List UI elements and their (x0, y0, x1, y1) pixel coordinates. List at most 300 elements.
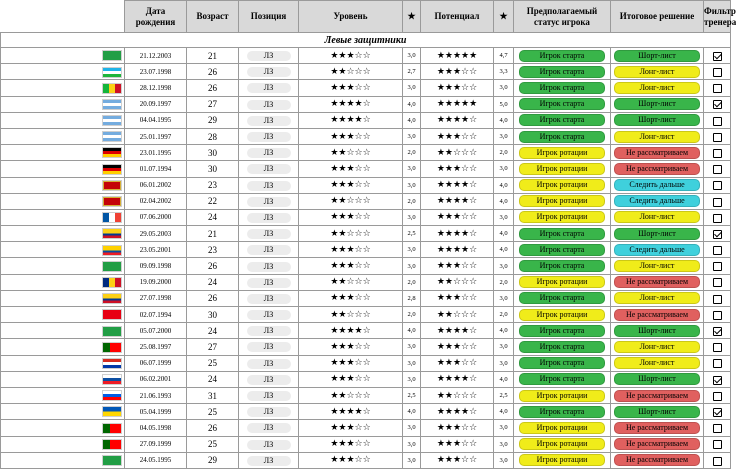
coach-filter-checkbox[interactable] (713, 133, 722, 142)
status-badge[interactable]: Игрок старта (519, 373, 605, 385)
position-cell[interactable] (239, 64, 299, 80)
position-pill[interactable]: ЛЗ (247, 423, 291, 433)
birth-date: 23.07.1998 (125, 64, 187, 80)
coach-filter-checkbox[interactable] (713, 343, 722, 352)
coach-filter-cell[interactable] (704, 145, 731, 161)
decision-badge[interactable]: Лонг-лист (614, 66, 700, 78)
position-cell[interactable] (239, 258, 299, 274)
coach-filter-cell[interactable] (704, 96, 731, 112)
decision-badge[interactable]: Следить дальше (614, 179, 700, 191)
status-cell[interactable] (514, 339, 611, 355)
status-cell[interactable] (514, 307, 611, 323)
position-pill[interactable]: ЛЗ (247, 164, 291, 174)
status-badge[interactable]: Игрок старта (519, 244, 605, 256)
position-cell[interactable] (239, 226, 299, 242)
decision-cell[interactable] (611, 436, 704, 452)
status-badge[interactable]: Игрок ротации (519, 390, 605, 402)
coach-filter-checkbox[interactable] (713, 278, 722, 287)
level-score: 3,0 (403, 177, 421, 193)
table-row[interactable] (1, 452, 731, 468)
status-badge[interactable]: Игрок старта (519, 325, 605, 337)
potential-stars: ★★★☆☆ (421, 436, 494, 452)
position-cell[interactable] (239, 387, 299, 403)
birth-date: 25.01.1997 (125, 128, 187, 144)
tunisia-flag-icon (102, 309, 122, 320)
birth-date: 25.08.1997 (125, 339, 187, 355)
position-pill[interactable]: ЛЗ (247, 51, 291, 61)
position-pill[interactable]: ЛЗ (247, 181, 291, 191)
coach-filter-checkbox[interactable] (713, 117, 722, 126)
status-badge[interactable]: Игрок старта (519, 82, 605, 94)
decision-badge[interactable]: Не рассматриваем (614, 147, 700, 159)
level-stars: ★★★★☆ (299, 323, 403, 339)
status-badge[interactable]: Игрок старта (519, 260, 605, 272)
level-header[interactable]: Уровень (299, 1, 403, 33)
coach-filter-cell[interactable] (704, 258, 731, 274)
position-cell[interactable] (239, 436, 299, 452)
coach-filter-cell[interactable] (704, 80, 731, 96)
coach-filter-header[interactable]: Фильтр тренера (704, 1, 731, 33)
coach-filter-cell[interactable] (704, 209, 731, 225)
decision-cell[interactable] (611, 274, 704, 290)
coach-filter-cell[interactable] (704, 64, 731, 80)
status-cell[interactable] (514, 290, 611, 306)
coach-filter-checkbox[interactable] (713, 440, 722, 449)
decision-cell[interactable] (611, 371, 704, 387)
status-badge[interactable]: Игрок старта (519, 131, 605, 143)
status-cell[interactable] (514, 387, 611, 403)
position-cell[interactable] (239, 242, 299, 258)
position-pill[interactable]: ЛЗ (247, 456, 291, 466)
position-cell[interactable] (239, 323, 299, 339)
position-pill[interactable]: ЛЗ (247, 294, 291, 304)
flag-cell (1, 96, 125, 112)
level-score: 3,0 (403, 436, 421, 452)
decision-badge[interactable]: Лонг-лист (614, 357, 700, 369)
birth-date: 20.09.1997 (125, 96, 187, 112)
table-row[interactable] (1, 323, 731, 339)
coach-filter-cell[interactable] (704, 307, 731, 323)
flag-cell (1, 323, 125, 339)
decision-badge[interactable]: Шорт-лист (614, 325, 700, 337)
age: 24 (187, 323, 239, 339)
germany-flag-icon (102, 147, 122, 158)
status-cell[interactable] (514, 323, 611, 339)
decision-cell[interactable] (611, 128, 704, 144)
position-pill[interactable]: ЛЗ (247, 407, 291, 417)
position-cell[interactable] (239, 193, 299, 209)
decision-badge[interactable]: Шорт-лист (614, 98, 700, 110)
age: 29 (187, 452, 239, 468)
birth-date: 24.05.1995 (125, 452, 187, 468)
position-pill[interactable]: ЛЗ (247, 310, 291, 320)
coach-filter-checkbox[interactable] (713, 359, 722, 368)
age: 28 (187, 128, 239, 144)
table-row[interactable] (1, 80, 731, 96)
decision-cell[interactable] (611, 177, 704, 193)
status-badge[interactable]: Игрок старта (519, 66, 605, 78)
status-cell[interactable] (514, 112, 611, 128)
coach-filter-cell[interactable] (704, 355, 731, 371)
flag-cell (1, 436, 125, 452)
decision-cell[interactable] (611, 404, 704, 420)
flag-cell (1, 226, 125, 242)
status-cell[interactable] (514, 96, 611, 112)
position-pill[interactable]: ЛЗ (247, 359, 291, 369)
coach-filter-checkbox[interactable] (713, 84, 722, 93)
status-badge[interactable]: Игрок старта (519, 50, 605, 62)
potential-stars: ★★★☆☆ (421, 128, 494, 144)
status-badge[interactable]: Игрок ротации (519, 195, 605, 207)
decision-cell[interactable] (611, 339, 704, 355)
coach-filter-cell[interactable] (704, 371, 731, 387)
decision-badge[interactable]: Не рассматриваем (614, 309, 700, 321)
level-score: 3,0 (403, 420, 421, 436)
coach-filter-cell[interactable] (704, 339, 731, 355)
decision-cell[interactable] (611, 64, 704, 80)
decision-cell[interactable] (611, 112, 704, 128)
coach-filter-checkbox[interactable] (713, 68, 722, 77)
status-cell[interactable] (514, 452, 611, 468)
status-badge[interactable]: Игрок старта (519, 357, 605, 369)
brazil-flag-icon (102, 261, 122, 272)
coach-filter-checkbox[interactable] (713, 246, 722, 255)
level-score: 3,0 (403, 209, 421, 225)
position-pill[interactable]: ЛЗ (247, 67, 291, 77)
table-row[interactable] (1, 420, 731, 436)
position-cell[interactable] (239, 209, 299, 225)
table-row[interactable] (1, 371, 731, 387)
potential-score-header[interactable]: ★ (494, 1, 514, 33)
potential-score: 3,0 (494, 420, 514, 436)
potential-stars: ★★★★☆ (421, 112, 494, 128)
decision-cell[interactable] (611, 387, 704, 403)
coach-filter-cell[interactable] (704, 242, 731, 258)
decision-badge[interactable]: Лонг-лист (614, 260, 700, 272)
decision-cell[interactable] (611, 226, 704, 242)
potential-header[interactable]: Потенциал (421, 1, 494, 33)
decision-badge[interactable]: Шорт-лист (614, 406, 700, 418)
status-cell[interactable] (514, 80, 611, 96)
status-cell[interactable] (514, 420, 611, 436)
decision-cell[interactable] (611, 242, 704, 258)
coach-filter-cell[interactable] (704, 48, 731, 64)
expected-status-header[interactable]: Предполагаемый статус игрока (514, 1, 611, 33)
decision-cell[interactable] (611, 420, 704, 436)
status-badge[interactable]: Игрок ротации (519, 422, 605, 434)
status-cell[interactable] (514, 48, 611, 64)
coach-filter-checkbox[interactable] (713, 295, 722, 304)
position-cell[interactable] (239, 96, 299, 112)
potential-score: 3,0 (494, 452, 514, 468)
coach-filter-cell[interactable] (704, 128, 731, 144)
coach-filter-checkbox[interactable] (713, 214, 722, 223)
decision-badge[interactable]: Шорт-лист (614, 50, 700, 62)
coach-filter-cell[interactable] (704, 226, 731, 242)
status-cell[interactable] (514, 274, 611, 290)
status-cell[interactable] (514, 226, 611, 242)
position-cell[interactable] (239, 339, 299, 355)
decision-cell[interactable] (611, 80, 704, 96)
coach-filter-cell[interactable] (704, 274, 731, 290)
section-title: Левые защитники (1, 33, 731, 48)
flag-cell (1, 209, 125, 225)
birth-date-header[interactable]: Дата рождения (125, 1, 187, 33)
decision-cell[interactable] (611, 161, 704, 177)
coach-filter-cell[interactable] (704, 436, 731, 452)
decision-badge[interactable]: Не рассматриваем (614, 422, 700, 434)
position-pill[interactable]: ЛЗ (247, 245, 291, 255)
potential-stars: ★★★☆☆ (421, 80, 494, 96)
table-row[interactable] (1, 112, 731, 128)
level-stars: ★★★☆☆ (299, 177, 403, 193)
table-row[interactable] (1, 339, 731, 355)
romania-flag-icon (102, 277, 122, 288)
status-cell[interactable] (514, 128, 611, 144)
position-pill[interactable]: ЛЗ (247, 375, 291, 385)
position-cell[interactable] (239, 355, 299, 371)
birth-date: 06.02.2001 (125, 371, 187, 387)
table-row[interactable] (1, 193, 731, 209)
position-cell[interactable] (239, 371, 299, 387)
coach-filter-checkbox[interactable] (713, 327, 722, 336)
position-cell[interactable] (239, 161, 299, 177)
status-badge[interactable]: Игрок ротации (519, 309, 605, 321)
coach-filter-checkbox[interactable] (713, 52, 722, 61)
flag-cell (1, 112, 125, 128)
status-badge[interactable]: Игрок ротации (519, 276, 605, 288)
decision-cell[interactable] (611, 323, 704, 339)
table-row[interactable] (1, 226, 731, 242)
coach-filter-cell[interactable] (704, 193, 731, 209)
coach-filter-cell[interactable] (704, 323, 731, 339)
decision-badge[interactable]: Лонг-лист (614, 292, 700, 304)
table-row[interactable] (1, 307, 731, 323)
status-badge[interactable]: Игрок старта (519, 292, 605, 304)
coach-filter-checkbox[interactable] (713, 149, 722, 158)
table-row[interactable] (1, 258, 731, 274)
level-stars: ★★★☆☆ (299, 355, 403, 371)
decision-badge[interactable]: Лонг-лист (614, 131, 700, 143)
portugal-flag-icon (102, 342, 122, 353)
position-pill[interactable]: ЛЗ (247, 197, 291, 207)
status-badge[interactable]: Игрок старта (519, 406, 605, 418)
coach-filter-checkbox[interactable] (713, 408, 722, 417)
position-header[interactable]: Позиция (239, 1, 299, 33)
table-row[interactable] (1, 96, 731, 112)
position-cell[interactable] (239, 274, 299, 290)
potential-stars: ★★★☆☆ (421, 290, 494, 306)
position-cell[interactable] (239, 404, 299, 420)
flag-cell (1, 177, 125, 193)
decision-badge[interactable]: Шорт-лист (614, 114, 700, 126)
coach-filter-checkbox[interactable] (713, 424, 722, 433)
status-cell[interactable] (514, 355, 611, 371)
status-cell[interactable] (514, 193, 611, 209)
coach-filter-cell[interactable] (704, 452, 731, 468)
position-pill[interactable]: ЛЗ (247, 132, 291, 142)
status-badge[interactable]: Игрок старта (519, 98, 605, 110)
coach-filter-cell[interactable] (704, 177, 731, 193)
coach-filter-checkbox[interactable] (713, 376, 722, 385)
level-stars: ★★☆☆☆ (299, 193, 403, 209)
level-stars: ★★☆☆☆ (299, 226, 403, 242)
decision-cell[interactable] (611, 290, 704, 306)
status-badge[interactable]: Игрок ротации (519, 438, 605, 450)
decision-cell[interactable] (611, 307, 704, 323)
position-pill[interactable]: ЛЗ (247, 262, 291, 272)
status-cell[interactable] (514, 371, 611, 387)
table-row[interactable] (1, 161, 731, 177)
potential-score: 2,0 (494, 307, 514, 323)
coach-filter-checkbox[interactable] (713, 311, 722, 320)
decision-cell[interactable] (611, 145, 704, 161)
decision-cell[interactable] (611, 355, 704, 371)
table-row[interactable] (1, 274, 731, 290)
position-cell[interactable] (239, 420, 299, 436)
decision-cell[interactable] (611, 452, 704, 468)
position-cell[interactable] (239, 307, 299, 323)
decision-badge[interactable]: Лонг-лист (614, 82, 700, 94)
position-cell[interactable] (239, 128, 299, 144)
table-row[interactable] (1, 64, 731, 80)
table-row[interactable] (1, 290, 731, 306)
decision-badge[interactable]: Не рассматриваем (614, 276, 700, 288)
status-cell[interactable] (514, 209, 611, 225)
decision-cell[interactable] (611, 258, 704, 274)
status-badge[interactable]: Игрок ротации (519, 147, 605, 159)
coach-filter-checkbox[interactable] (713, 262, 722, 271)
position-pill[interactable]: ЛЗ (247, 326, 291, 336)
status-badge[interactable]: Игрок старта (519, 114, 605, 126)
position-cell[interactable] (239, 80, 299, 96)
status-badge[interactable]: Игрок старта (519, 341, 605, 353)
decision-badge[interactable]: Следить дальше (614, 244, 700, 256)
level-stars: ★★★☆☆ (299, 339, 403, 355)
birth-date: 06.01.2002 (125, 177, 187, 193)
position-pill[interactable]: ЛЗ (247, 229, 291, 239)
level-score: 2,0 (403, 307, 421, 323)
coach-filter-checkbox[interactable] (713, 392, 722, 401)
final-decision-header[interactable]: Итоговое решение (611, 1, 704, 33)
decision-badge[interactable]: Шорт-лист (614, 228, 700, 240)
table-row[interactable] (1, 145, 731, 161)
table-row[interactable] (1, 242, 731, 258)
potential-score: 3,0 (494, 258, 514, 274)
portugal-flag-icon (102, 439, 122, 450)
decision-badge[interactable]: Лонг-лист (614, 341, 700, 353)
table-row[interactable] (1, 355, 731, 371)
position-cell[interactable] (239, 290, 299, 306)
table-row[interactable] (1, 128, 731, 144)
table-row[interactable] (1, 436, 731, 452)
status-cell[interactable] (514, 258, 611, 274)
position-pill[interactable]: ЛЗ (247, 213, 291, 223)
decision-badge[interactable]: Не рассматриваем (614, 454, 700, 466)
coach-filter-cell[interactable] (704, 387, 731, 403)
coach-filter-checkbox[interactable] (713, 198, 722, 207)
decision-cell[interactable] (611, 209, 704, 225)
position-cell[interactable] (239, 452, 299, 468)
coach-filter-cell[interactable] (704, 290, 731, 306)
position-cell[interactable] (239, 48, 299, 64)
coach-filter-checkbox[interactable] (713, 181, 722, 190)
level-score-header[interactable]: ★ (403, 1, 421, 33)
flag-cell (1, 339, 125, 355)
coach-filter-cell[interactable] (704, 161, 731, 177)
status-cell[interactable] (514, 404, 611, 420)
table-row[interactable] (1, 48, 731, 64)
decision-cell[interactable] (611, 96, 704, 112)
table-row[interactable] (1, 177, 731, 193)
coach-filter-checkbox[interactable] (713, 165, 722, 174)
position-cell[interactable] (239, 112, 299, 128)
position-pill[interactable]: ЛЗ (247, 83, 291, 93)
status-cell[interactable] (514, 436, 611, 452)
status-badge[interactable]: Игрок ротации (519, 163, 605, 175)
status-cell[interactable] (514, 242, 611, 258)
coach-filter-cell[interactable] (704, 404, 731, 420)
decision-badge[interactable]: Не рассматриваем (614, 438, 700, 450)
potential-stars: ★★☆☆☆ (421, 145, 494, 161)
decision-badge[interactable]: Не рассматриваем (614, 390, 700, 402)
level-score: 3,0 (403, 339, 421, 355)
position-pill[interactable]: ЛЗ (247, 100, 291, 110)
status-cell[interactable] (514, 177, 611, 193)
status-badge[interactable]: Игрок ротации (519, 211, 605, 223)
level-stars: ★★★★☆ (299, 404, 403, 420)
position-cell[interactable] (239, 145, 299, 161)
birth-date: 02.04.2002 (125, 193, 187, 209)
decision-badge[interactable]: Не рассматриваем (614, 163, 700, 175)
coach-filter-cell[interactable] (704, 112, 731, 128)
coach-filter-cell[interactable] (704, 420, 731, 436)
position-pill[interactable]: ЛЗ (247, 391, 291, 401)
decision-badge[interactable]: Шорт-лист (614, 373, 700, 385)
birth-date: 27.07.1998 (125, 290, 187, 306)
table-row[interactable] (1, 387, 731, 403)
status-cell[interactable] (514, 64, 611, 80)
table-row[interactable] (1, 209, 731, 225)
potential-score: 3,0 (494, 128, 514, 144)
position-pill[interactable]: ЛЗ (247, 116, 291, 126)
coach-filter-checkbox[interactable] (713, 100, 722, 109)
decision-badge[interactable]: Лонг-лист (614, 211, 700, 223)
table-row[interactable] (1, 404, 731, 420)
status-cell[interactable] (514, 161, 611, 177)
status-badge[interactable]: Игрок ротации (519, 179, 605, 191)
position-pill[interactable]: ЛЗ (247, 148, 291, 158)
potential-score: 3,0 (494, 209, 514, 225)
position-pill[interactable]: ЛЗ (247, 278, 291, 288)
age-header[interactable]: Возраст (187, 1, 239, 33)
coach-filter-checkbox[interactable] (713, 230, 722, 239)
status-badge[interactable]: Игрок старта (519, 228, 605, 240)
potential-score: 4,0 (494, 226, 514, 242)
position-cell[interactable] (239, 177, 299, 193)
decision-badge[interactable]: Следить дальше (614, 195, 700, 207)
flag-cell (1, 258, 125, 274)
coach-filter-checkbox[interactable] (713, 457, 722, 466)
position-pill[interactable]: ЛЗ (247, 342, 291, 352)
decision-cell[interactable] (611, 48, 704, 64)
status-badge[interactable]: Игрок ротации (519, 454, 605, 466)
decision-cell[interactable] (611, 193, 704, 209)
status-cell[interactable] (514, 145, 611, 161)
birth-date: 28.12.1998 (125, 80, 187, 96)
potential-stars: ★★★★☆ (421, 193, 494, 209)
position-pill[interactable]: ЛЗ (247, 440, 291, 450)
